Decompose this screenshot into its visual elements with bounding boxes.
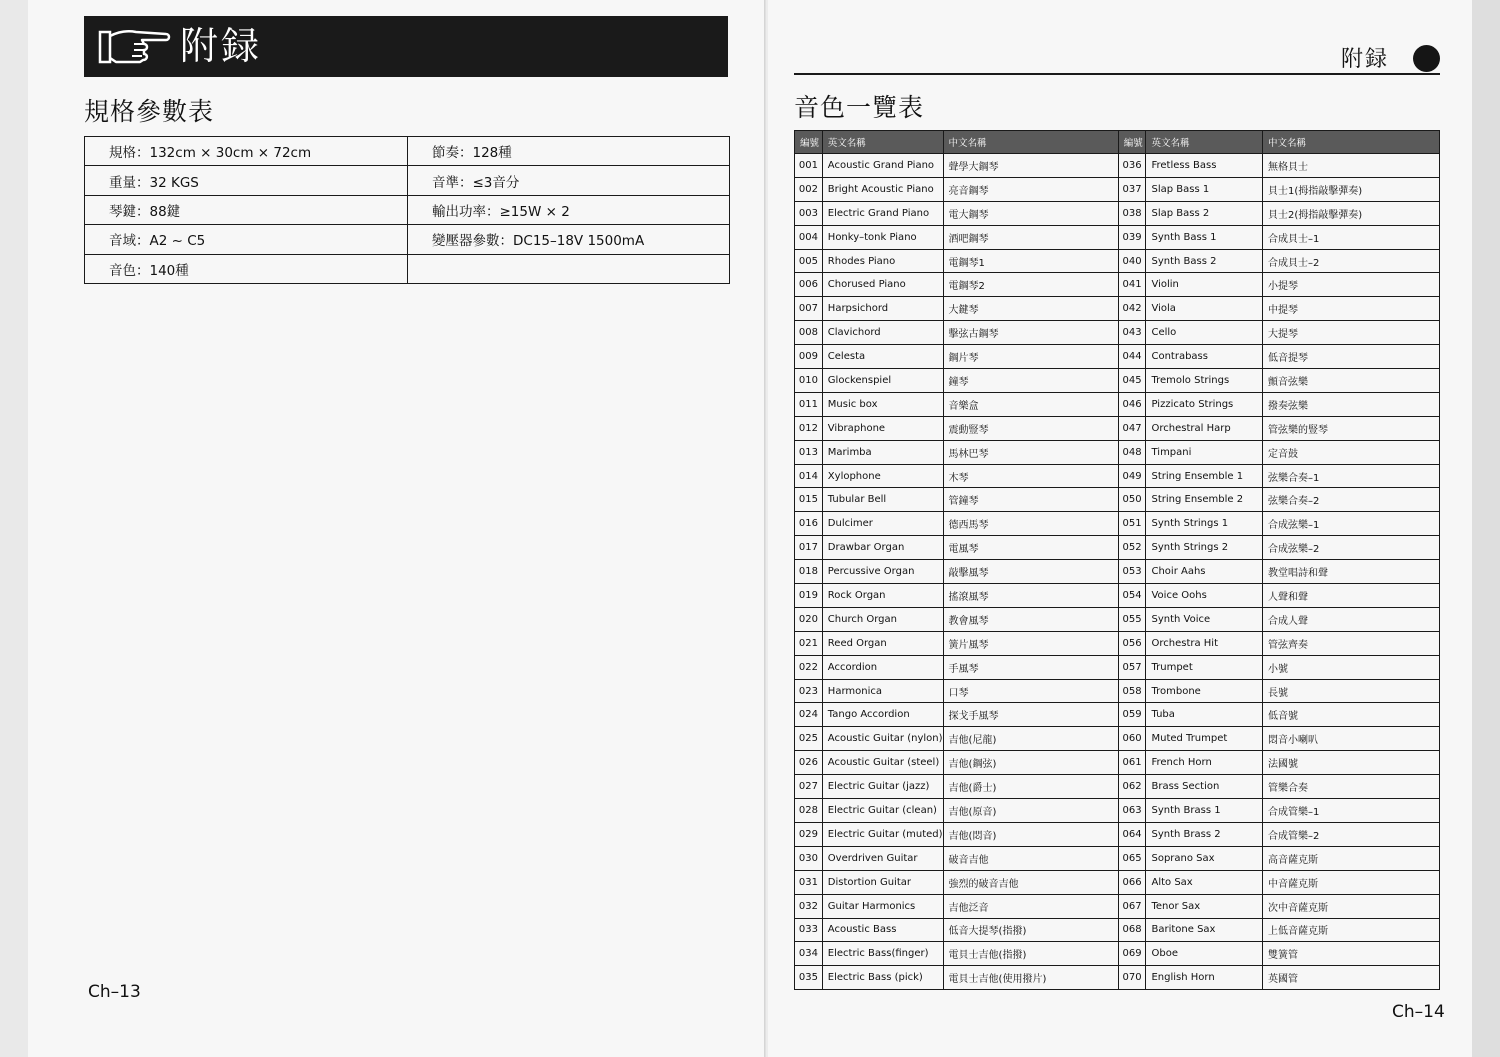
- table-cell: 055: [1118, 607, 1146, 631]
- table-cell: Acoustic Bass: [822, 918, 943, 942]
- table-cell: 合成貝士–2: [1262, 249, 1439, 273]
- table-cell: 簧片風琴: [943, 631, 1118, 655]
- table-row: [795, 918, 1440, 942]
- table-cell: Muted Trumpet: [1146, 727, 1263, 751]
- table-cell: Electric Guitar (jazz): [822, 775, 943, 799]
- table-cell: 042: [1118, 297, 1146, 321]
- table-cell: 050: [1118, 488, 1146, 512]
- table-cell: 066: [1118, 870, 1146, 894]
- table-cell: 043: [1118, 321, 1146, 345]
- table-cell: 005: [795, 249, 823, 273]
- table-cell: 041: [1118, 273, 1146, 297]
- black-circle-icon: [1413, 45, 1440, 72]
- spec-row: [85, 166, 730, 195]
- header-title: 附録: [1341, 47, 1390, 72]
- column-header: 英文名稱: [822, 131, 943, 154]
- spec-heading: 規格參數表: [84, 97, 215, 126]
- table-cell: Slap Bass 2: [1146, 201, 1263, 225]
- table-row: [795, 177, 1440, 201]
- table-cell: 上低音薩克斯: [1262, 918, 1439, 942]
- table-cell: 035: [795, 966, 823, 990]
- table-cell: Electric Bass(finger): [822, 942, 943, 966]
- table-cell: 037: [1118, 177, 1146, 201]
- page-number: Ch–13: [88, 982, 141, 1002]
- table-cell: 教堂唱詩和聲: [1262, 560, 1439, 584]
- table-row: [795, 464, 1440, 488]
- table-cell: 人聲和聲: [1262, 584, 1439, 608]
- table-cell: 016: [795, 512, 823, 536]
- table-cell: 008: [795, 321, 823, 345]
- column-header: 英文名稱: [1146, 131, 1263, 154]
- table-cell: 鋼片琴: [943, 345, 1118, 369]
- table-cell: 059: [1118, 703, 1146, 727]
- table-row: [795, 392, 1440, 416]
- table-cell: Electric Bass (pick): [822, 966, 943, 990]
- table-cell: 019: [795, 584, 823, 608]
- table-cell: Tenor Sax: [1146, 894, 1263, 918]
- spec-cell: [408, 254, 730, 283]
- table-cell: 034: [795, 942, 823, 966]
- table-cell: 061: [1118, 751, 1146, 775]
- table-cell: 039: [1118, 225, 1146, 249]
- spec-table: [84, 136, 730, 284]
- table-cell: String Ensemble 1: [1146, 464, 1263, 488]
- spec-row: [85, 254, 730, 283]
- column-header: 中文名稱: [1262, 131, 1439, 154]
- table-cell: Baritone Sax: [1146, 918, 1263, 942]
- column-header: 編號: [795, 131, 823, 154]
- spec-cell: 重量：32 KGS: [85, 166, 408, 195]
- table-cell: 吉他(原音): [943, 799, 1118, 823]
- table-row: [795, 727, 1440, 751]
- table-row: [795, 870, 1440, 894]
- appendix-banner: [84, 16, 728, 77]
- table-cell: 054: [1118, 584, 1146, 608]
- table-row: [795, 225, 1440, 249]
- table-cell: 010: [795, 369, 823, 393]
- table-cell: 口琴: [943, 679, 1118, 703]
- table-cell: Viola: [1146, 297, 1263, 321]
- table-cell: Xylophone: [822, 464, 943, 488]
- table-cell: 057: [1118, 655, 1146, 679]
- spec-cell: 音準：≤3音分: [408, 166, 730, 195]
- table-cell: Electric Grand Piano: [822, 201, 943, 225]
- table-cell: 006: [795, 273, 823, 297]
- table-cell: 悶音小喇叭: [1262, 727, 1439, 751]
- table-cell: Slap Bass 1: [1146, 177, 1263, 201]
- table-cell: 探戈手風琴: [943, 703, 1118, 727]
- table-cell: Alto Sax: [1146, 870, 1263, 894]
- table-row: [795, 536, 1440, 560]
- table-cell: 065: [1118, 846, 1146, 870]
- table-cell: 015: [795, 488, 823, 512]
- scan-edge: [1472, 0, 1500, 1057]
- table-cell: 撥奏弦樂: [1262, 392, 1439, 416]
- banner-title: 附録: [180, 24, 263, 68]
- spec-row: [85, 195, 730, 224]
- table-cell: 弦樂合奏–1: [1262, 464, 1439, 488]
- table-cell: 顫音弦樂: [1262, 369, 1439, 393]
- table-cell: 德西馬琴: [943, 512, 1118, 536]
- table-cell: Acoustic Guitar (steel): [822, 751, 943, 775]
- table-cell: Harpsichord: [822, 297, 943, 321]
- spec-row: [85, 137, 730, 166]
- table-cell: 中音薩克斯: [1262, 870, 1439, 894]
- table-cell: 007: [795, 297, 823, 321]
- table-cell: 011: [795, 392, 823, 416]
- table-cell: 破音吉他: [943, 846, 1118, 870]
- table-cell: 合成弦樂–1: [1262, 512, 1439, 536]
- table-row: [795, 369, 1440, 393]
- table-cell: Tuba: [1146, 703, 1263, 727]
- table-cell: Music box: [822, 392, 943, 416]
- table-row: [795, 416, 1440, 440]
- table-cell: 058: [1118, 679, 1146, 703]
- table-cell: 025: [795, 727, 823, 751]
- table-cell: Drawbar Organ: [822, 536, 943, 560]
- table-cell: 070: [1118, 966, 1146, 990]
- table-row: [795, 655, 1440, 679]
- table-cell: 吉他(鋼弦): [943, 751, 1118, 775]
- table-cell: 020: [795, 607, 823, 631]
- table-cell: Acoustic Guitar (nylon): [822, 727, 943, 751]
- table-cell: Synth Voice: [1146, 607, 1263, 631]
- table-cell: 弦樂合奏–2: [1262, 488, 1439, 512]
- table-cell: Timpani: [1146, 440, 1263, 464]
- table-cell: 014: [795, 464, 823, 488]
- spec-cell: 音色：140種: [85, 254, 408, 283]
- tone-table: [794, 130, 1440, 990]
- table-cell: String Ensemble 2: [1146, 488, 1263, 512]
- table-cell: 029: [795, 822, 823, 846]
- table-cell: 木琴: [943, 464, 1118, 488]
- table-cell: 電大鋼琴: [943, 201, 1118, 225]
- table-cell: Vibraphone: [822, 416, 943, 440]
- table-cell: 044: [1118, 345, 1146, 369]
- table-cell: 027: [795, 775, 823, 799]
- table-cell: Electric Guitar (muted): [822, 822, 943, 846]
- table-cell: 052: [1118, 536, 1146, 560]
- spec-cell: 變壓器參數：DC15–18V 1500mA: [408, 225, 730, 254]
- table-cell: Soprano Sax: [1146, 846, 1263, 870]
- table-row: [795, 488, 1440, 512]
- table-cell: Trumpet: [1146, 655, 1263, 679]
- table-row: [795, 966, 1440, 990]
- table-row: [795, 846, 1440, 870]
- table-cell: Pizzicato Strings: [1146, 392, 1263, 416]
- table-cell: 038: [1118, 201, 1146, 225]
- spec-cell: 琴鍵：88鍵: [85, 195, 408, 224]
- table-cell: 028: [795, 799, 823, 823]
- table-cell: 吉他(悶音): [943, 822, 1118, 846]
- column-header: 中文名稱: [943, 131, 1118, 154]
- table-cell: Rhodes Piano: [822, 249, 943, 273]
- table-cell: 023: [795, 679, 823, 703]
- table-cell: Tremolo Strings: [1146, 369, 1263, 393]
- table-row: [795, 679, 1440, 703]
- table-cell: 電風琴: [943, 536, 1118, 560]
- table-cell: 吉他(尼龍): [943, 727, 1118, 751]
- table-cell: 低音提琴: [1262, 345, 1439, 369]
- table-row: [795, 273, 1440, 297]
- table-cell: Cello: [1146, 321, 1263, 345]
- table-cell: Church Organ: [822, 607, 943, 631]
- table-row: [795, 775, 1440, 799]
- table-cell: Orchestra Hit: [1146, 631, 1263, 655]
- table-cell: 低音大提琴(指撥): [943, 918, 1118, 942]
- table-row: [795, 607, 1440, 631]
- table-cell: 026: [795, 751, 823, 775]
- table-cell: 震動豎琴: [943, 416, 1118, 440]
- table-cell: 032: [795, 894, 823, 918]
- table-cell: Synth Bass 1: [1146, 225, 1263, 249]
- table-cell: 060: [1118, 727, 1146, 751]
- table-cell: 053: [1118, 560, 1146, 584]
- table-cell: 合成弦樂–2: [1262, 536, 1439, 560]
- table-cell: 中提琴: [1262, 297, 1439, 321]
- table-cell: Contrabass: [1146, 345, 1263, 369]
- table-cell: Tango Accordion: [822, 703, 943, 727]
- table-cell: 手風琴: [943, 655, 1118, 679]
- table-cell: 電貝士吉他(使用撥片): [943, 966, 1118, 990]
- table-cell: Synth Strings 1: [1146, 512, 1263, 536]
- table-cell: 012: [795, 416, 823, 440]
- table-cell: 擊弦古鋼琴: [943, 321, 1118, 345]
- table-cell: 002: [795, 177, 823, 201]
- table-cell: Dulcimer: [822, 512, 943, 536]
- table-cell: 067: [1118, 894, 1146, 918]
- table-cell: 048: [1118, 440, 1146, 464]
- column-header: 編號: [1118, 131, 1146, 154]
- table-cell: Electric Guitar (clean): [822, 799, 943, 823]
- table-cell: Overdriven Guitar: [822, 846, 943, 870]
- table-cell: 009: [795, 345, 823, 369]
- table-cell: Trombone: [1146, 679, 1263, 703]
- table-cell: Honky–tonk Piano: [822, 225, 943, 249]
- table-row: [795, 512, 1440, 536]
- table-cell: 亮音鋼琴: [943, 177, 1118, 201]
- table-cell: Rock Organ: [822, 584, 943, 608]
- table-row: [795, 201, 1440, 225]
- table-cell: Distortion Guitar: [822, 870, 943, 894]
- table-row: [795, 154, 1440, 178]
- page-number: Ch–14: [1392, 1002, 1445, 1022]
- table-cell: French Horn: [1146, 751, 1263, 775]
- table-cell: Harmonica: [822, 679, 943, 703]
- table-cell: 大鍵琴: [943, 297, 1118, 321]
- table-row: [795, 751, 1440, 775]
- table-cell: Orchestral Harp: [1146, 416, 1263, 440]
- table-cell: 068: [1118, 918, 1146, 942]
- table-cell: 無格貝士: [1262, 154, 1439, 178]
- table-cell: 018: [795, 560, 823, 584]
- spec-cell: 規格：132cm × 30cm × 72cm: [85, 137, 408, 166]
- table-row: [795, 345, 1440, 369]
- table-row: [795, 297, 1440, 321]
- table-cell: Accordion: [822, 655, 943, 679]
- table-cell: 電貝士吉他(指撥): [943, 942, 1118, 966]
- table-cell: 069: [1118, 942, 1146, 966]
- header-rule: [794, 73, 1440, 75]
- table-cell: 法國號: [1262, 751, 1439, 775]
- table-cell: 搖滾風琴: [943, 584, 1118, 608]
- table-cell: 管樂合奏: [1262, 775, 1439, 799]
- table-cell: 次中音薩克斯: [1262, 894, 1439, 918]
- table-cell: 管弦樂的豎琴: [1262, 416, 1439, 440]
- table-cell: Choir Aahs: [1146, 560, 1263, 584]
- table-cell: 酒吧鋼琴: [943, 225, 1118, 249]
- table-cell: 031: [795, 870, 823, 894]
- table-cell: Clavichord: [822, 321, 943, 345]
- table-cell: Synth Bass 2: [1146, 249, 1263, 273]
- table-cell: 英國管: [1262, 966, 1439, 990]
- spec-cell: 節奏：128種: [408, 137, 730, 166]
- table-cell: 017: [795, 536, 823, 560]
- table-row: [795, 560, 1440, 584]
- table-cell: Synth Strings 2: [1146, 536, 1263, 560]
- tone-table-body: [795, 154, 1440, 990]
- table-cell: 063: [1118, 799, 1146, 823]
- table-cell: 047: [1118, 416, 1146, 440]
- table-cell: 管鐘琴: [943, 488, 1118, 512]
- pointing-hand-icon: [96, 26, 172, 68]
- table-cell: 030: [795, 846, 823, 870]
- table-cell: 管弦齊奏: [1262, 631, 1439, 655]
- table-row: [795, 822, 1440, 846]
- table-cell: 064: [1118, 822, 1146, 846]
- table-cell: Synth Brass 2: [1146, 822, 1263, 846]
- right-page: [768, 0, 1472, 1057]
- spec-cell: 輸出功率：≥15W × 2: [408, 195, 730, 224]
- table-cell: Reed Organ: [822, 631, 943, 655]
- table-cell: 教會風琴: [943, 607, 1118, 631]
- table-row: [795, 894, 1440, 918]
- table-row: [795, 703, 1440, 727]
- table-cell: Guitar Harmonics: [822, 894, 943, 918]
- table-cell: 021: [795, 631, 823, 655]
- left-page: [28, 0, 766, 1057]
- table-cell: Glockenspiel: [822, 369, 943, 393]
- table-cell: 小提琴: [1262, 273, 1439, 297]
- table-cell: 電鋼琴2: [943, 273, 1118, 297]
- table-row: [795, 799, 1440, 823]
- table-cell: 合成管樂–2: [1262, 822, 1439, 846]
- table-row: [795, 249, 1440, 273]
- table-cell: Fretless Bass: [1146, 154, 1263, 178]
- table-cell: Acoustic Grand Piano: [822, 154, 943, 178]
- table-cell: Chorused Piano: [822, 273, 943, 297]
- spec-cell: 音域：A2 ~ C5: [85, 225, 408, 254]
- table-cell: 大提琴: [1262, 321, 1439, 345]
- table-cell: 合成人聲: [1262, 607, 1439, 631]
- table-cell: 056: [1118, 631, 1146, 655]
- table-cell: 敲擊風琴: [943, 560, 1118, 584]
- tone-heading: 音色一覽表: [794, 93, 925, 122]
- table-cell: 004: [795, 225, 823, 249]
- table-cell: 雙簧管: [1262, 942, 1439, 966]
- table-cell: 062: [1118, 775, 1146, 799]
- table-row: [795, 440, 1440, 464]
- table-cell: Tubular Bell: [822, 488, 943, 512]
- table-cell: 貝士2(拇指敲擊彈奏): [1262, 201, 1439, 225]
- table-cell: 036: [1118, 154, 1146, 178]
- table-row: [795, 584, 1440, 608]
- table-cell: Celesta: [822, 345, 943, 369]
- table-row: [795, 631, 1440, 655]
- table-cell: 聲學大鋼琴: [943, 154, 1118, 178]
- table-cell: 024: [795, 703, 823, 727]
- table-cell: 合成管樂–1: [1262, 799, 1439, 823]
- table-cell: 吉他(爵士): [943, 775, 1118, 799]
- table-cell: 鐘琴: [943, 369, 1118, 393]
- table-cell: 小號: [1262, 655, 1439, 679]
- table-cell: 音樂盒: [943, 392, 1118, 416]
- table-cell: 馬林巴琴: [943, 440, 1118, 464]
- table-cell: 貝士1(拇指敲擊彈奏): [1262, 177, 1439, 201]
- table-cell: 049: [1118, 464, 1146, 488]
- tone-header-row: [795, 131, 1440, 154]
- table-cell: Bright Acoustic Piano: [822, 177, 943, 201]
- table-cell: 低音號: [1262, 703, 1439, 727]
- table-cell: 電鋼琴1: [943, 249, 1118, 273]
- table-cell: 定音鼓: [1262, 440, 1439, 464]
- table-cell: 001: [795, 154, 823, 178]
- table-row: [795, 942, 1440, 966]
- table-cell: 吉他泛音: [943, 894, 1118, 918]
- table-cell: 045: [1118, 369, 1146, 393]
- table-cell: Percussive Organ: [822, 560, 943, 584]
- table-cell: 051: [1118, 512, 1146, 536]
- table-cell: English Horn: [1146, 966, 1263, 990]
- table-cell: Synth Brass 1: [1146, 799, 1263, 823]
- table-cell: 003: [795, 201, 823, 225]
- table-cell: Marimba: [822, 440, 943, 464]
- table-cell: 強烈的破音吉他: [943, 870, 1118, 894]
- table-cell: 長號: [1262, 679, 1439, 703]
- spec-row: [85, 225, 730, 254]
- table-cell: Violin: [1146, 273, 1263, 297]
- table-cell: Brass Section: [1146, 775, 1263, 799]
- table-cell: Oboe: [1146, 942, 1263, 966]
- table-cell: 高音薩克斯: [1262, 846, 1439, 870]
- table-row: [795, 321, 1440, 345]
- table-cell: 合成貝士–1: [1262, 225, 1439, 249]
- table-cell: 046: [1118, 392, 1146, 416]
- table-cell: 033: [795, 918, 823, 942]
- table-cell: 022: [795, 655, 823, 679]
- table-cell: 040: [1118, 249, 1146, 273]
- table-cell: 013: [795, 440, 823, 464]
- table-cell: Voice Oohs: [1146, 584, 1263, 608]
